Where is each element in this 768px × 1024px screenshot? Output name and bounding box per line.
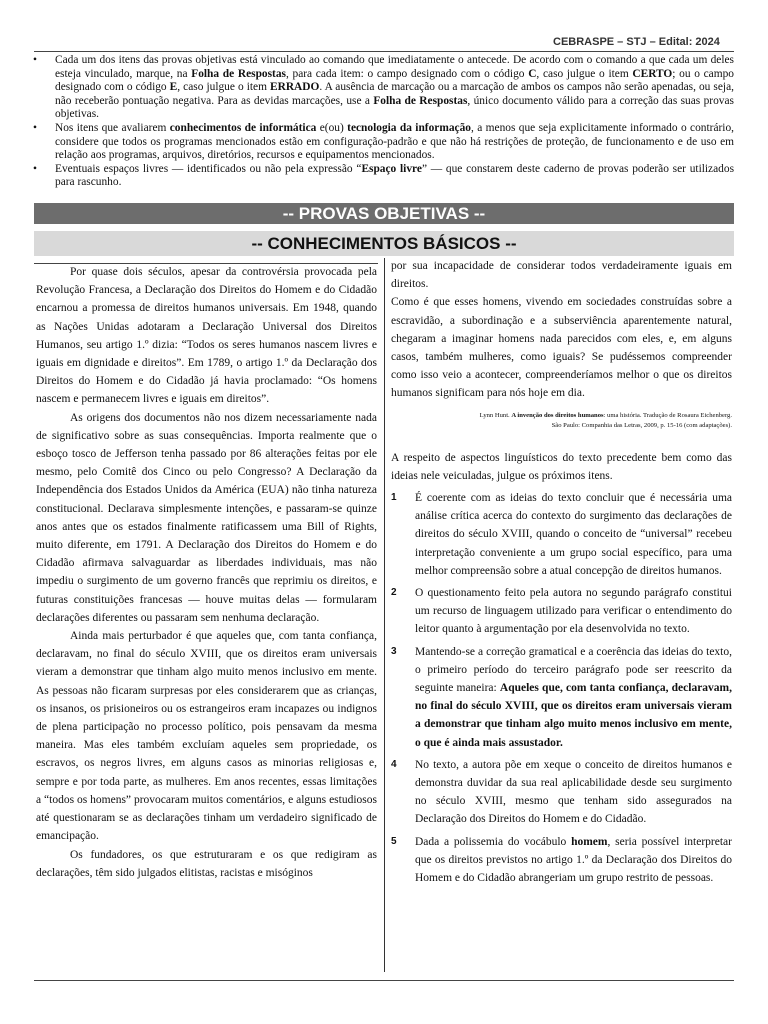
bullet-icon: •: [33, 121, 37, 134]
question-rewrite: Aqueles que, com tanta confiança, declaravam, no final do século XVIII, que os direitos eram universais vieram a demonstrar que tinham algo muito menos inclusivo em mente, o que é ainda mais assustador.: [415, 682, 732, 749]
text-paragraph: por sua incapacidade de considerar todos verdadeiramente iguais em direitos.: [391, 260, 732, 291]
footer-divider: [34, 980, 734, 981]
source-citation: [391, 411, 732, 431]
question-text: , seria possível interpretar que os direitos previstos no artigo 1.º da Declaração dos Direitos do Homem e do Cidadão abrangeriam um grupo restrito de pessoas.: [415, 835, 732, 885]
instruction-bold: Folha de Respostas: [373, 94, 468, 107]
instruction-bold: CERTO: [632, 67, 673, 80]
header-divider: [34, 51, 734, 52]
question-text: No texto, a autora põe em xeque o conceito de direitos humanos e demonstra duvidar da sua real aplicabilidade desde seu surgimento no século XVIII, mesmo que tenham sido assegurados na Declaração dos Direitos do Homem e do Cidadão.: [415, 758, 732, 826]
question-number: 1: [391, 492, 397, 504]
instruction-bold: Espaço livre: [361, 162, 422, 175]
section-banner-provas: -- PROVAS OBJETIVAS --: [34, 203, 734, 224]
questions-intro: A respeito de aspectos linguísticos do texto precedente bem como das ideias nele veiculadas, julgue os próximos itens.: [391, 451, 732, 482]
bullet-icon: •: [33, 54, 37, 66]
text-paragraph: Ainda mais perturbador é que aqueles que, com tanta confiança, declaravam, no final do século XVIII, que os direitos eram universais vieram a demonstrar que tinham algo muito menos inclusivo em mente. As pessoas não ficaram surpresas por eles considerarem que as crianças, os insanos, os prisioneiros ou os estrangeiros eram incapazes ou indignos de plena participação no processo político, pois pensavam da mesma maneira. Mas eles também excluíam aqueles sem propriedade, os escravos, os negros livres, em alguns casos as minorias religiosas e, sempre e por toda parte, as mulheres. Em anos recentes, essas limitações a “todos os homens” provocaram muitos comentários, e alguns estudiosos até questionaram se as declarações tinham um verdadeiro significado de emancipação.: [36, 630, 377, 843]
bullet-icon: •: [33, 162, 37, 175]
text-paragraph: Por quase dois séculos, apesar da controvérsia provocada pela Revolução Francesa, a Declaração dos Direitos do Homem e do Cidadão encarnou a promessa de direitos humanos universais. Em 1948, quando as Nações Unidas adotaram a Declaração Universal dos Direitos Humanos, seu artigo 1.º dizia: “Todos os seres humanos nascem livres e iguais em dignidade e direitos”. Em 1789, o artigo 1.º da Declaração dos Direitos do Homem e do Cidadão já havia proclamado: “Os homens nascem e permanecem livres e iguais em direitos”.: [36, 266, 377, 406]
page-header: CEBRASPE – STJ – Edital: 2024: [553, 36, 720, 48]
instruction-bold: ERRADO: [270, 81, 320, 94]
question-item: [391, 584, 732, 639]
instruction-bold: E: [169, 81, 178, 94]
instruction-bold: conhecimentos de informática: [169, 121, 317, 134]
question-text: Dada a polissemia do vocábulo: [415, 835, 572, 848]
instruction-bold: Folha de Respostas: [191, 67, 286, 80]
instruction-text: ; ou o campo designado com o código: [55, 67, 734, 94]
right-column: [391, 257, 732, 891]
question-number: 3: [391, 645, 397, 657]
section-banner-conhecimentos: -- CONHECIMENTOS BÁSICOS --: [34, 231, 734, 256]
instruction-text: , caso julgue o item: [536, 67, 633, 80]
question-item: [391, 489, 732, 580]
text-paragraph: As origens dos documentos não nos dizem necessariamente nada de significativo sobre as suas consequências. Importa realmente que o esboço tosco de Jefferson tenha passado por 86 alterações feitas por ele mesmo, pelo Comitê dos Cinco ou pelo Congresso? A Declaração da Independência dos Estados Unidos da América (EUA) não tinha natureza constitucional. Declarava simplesmente intenções, e passaram-se quinze anos antes que os estados finalmente ratificassem uma Bill of Rights, muito diferente, em 1791. A Declaração dos Direitos do Homem e do Cidadão afirmava salvaguardar as liberdades individuais, mas não impediu o surgimento de um governo francês que reprimiu os direitos, e futuras constituições francesas — houve muitas delas — formularam declarações diferentes ou passaram sem nenhuma declaração.: [36, 411, 377, 624]
instruction-text: , para cada item: o campo designado com o código: [285, 67, 529, 80]
instruction-text: Nos itens que avaliarem: [55, 121, 170, 134]
instruction-item: [30, 163, 734, 190]
instruction-text: Eventuais espaços livres — identificados ou não pela expressão “: [55, 162, 362, 175]
citation-author: Lynn Hunt.: [479, 411, 512, 419]
instruction-item: [30, 54, 734, 122]
instruction-text: ” — que constarem deste caderno de provas poderão ser utilizados para rascunho.: [55, 162, 734, 189]
question-text: O questionamento feito pela autora no segundo parágrafo constitui um recurso de linguagem utilizado para verificar o entendimento do leitor quanto à argumentação por ela desenvolvida no texto.: [415, 587, 732, 636]
question-keyword: homem: [571, 835, 608, 848]
instruction-bold: tecnologia da informação: [347, 121, 471, 134]
question-item: [391, 833, 732, 888]
instruction-text: , a menos que seja explicitamente informado o contrário, considere que todos os programas mencionados estão em configuração-padrão e que não há restrições de proteção, de funcionamento e de uso em relação aos programas, arquivos, diretórios, recursos e equipamentos mencionados.: [55, 121, 735, 162]
question-text: É coerente com as ideias do texto concluir que é necessária uma análise crítica acerca do contexto do surgimento das declarações de direitos do século XVIII, quando o conceito de “universal” recebeu interpretação conveniente a um grupo social específico, para uma melhor compreensão sobre a atual concepção de direitos humanos.: [415, 492, 732, 577]
instruction-text: . A ausência de marcação ou a marcação de ambos os campos não serão apenadas, ou seja, não receberão pontuação negativa. Para as devidas marcações, use a: [55, 81, 734, 107]
instruction-text: Cada um dos itens das provas objetivas está vinculado ao comando que imediatamente o antecede. De acordo com o comando a que cada um deles esteja vinculado, marque, na: [55, 54, 734, 80]
text-paragraph: Os fundadores, os que estruturaram e os que redigiram as declarações, têm sido julgados elitistas, racistas e misóginos: [36, 848, 377, 879]
question-text: Mantendo-se a correção gramatical e a coerência das ideias do texto, o primeiro período do terceiro parágrafo pode ser reescrito da seguinte maneira:: [415, 645, 732, 695]
question-number: 2: [391, 587, 397, 599]
question-item: [391, 643, 732, 752]
instruction-item: [30, 122, 734, 163]
question-number: 4: [391, 758, 397, 770]
question-number: 5: [391, 835, 397, 847]
reading-text-left: [36, 263, 377, 882]
instruction-text: , único documento válido para a correção das suas provas objetivas.: [55, 94, 734, 121]
instruction-bold: C: [528, 67, 537, 80]
citation-detail: : uma história. Tradução de Rosaura Eichenberg.: [603, 411, 732, 419]
question-item: [391, 756, 732, 829]
instruction-text: e(ou): [316, 121, 348, 134]
instructions-list: [30, 54, 734, 190]
citation-publisher: São Paulo: Companhia das Letras, 2009, p. 15-16 (com adaptações).: [551, 421, 732, 429]
instruction-text: , caso julgue o item: [177, 81, 270, 94]
column-divider: [384, 258, 385, 972]
citation-title: A invenção dos direitos humanos: [511, 411, 604, 419]
text-paragraph: Como é que esses homens, vivendo em sociedades construídas sobre a escravidão, a subordinação e a subserviência aparentemente natural, chegaram a imaginar homens nada parecidos com eles, e, em alguns casos, também mulheres, como iguais? Se pudéssemos compreender como isso veio a acontecer, compreenderíamos melhor o que os direitos humanos significam para nós hoje em dia.: [391, 296, 732, 400]
